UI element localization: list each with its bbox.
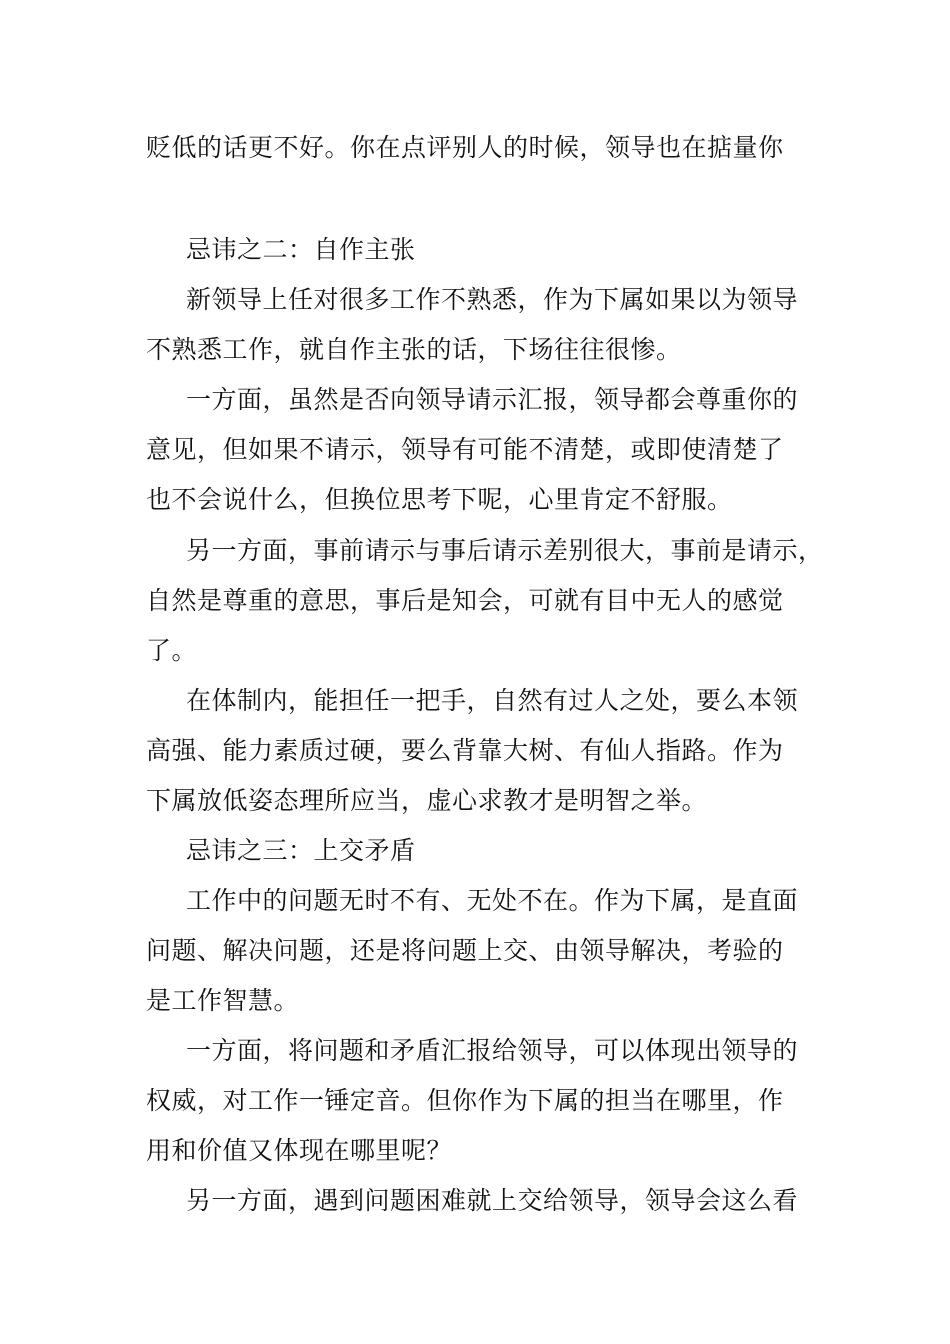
- text-line: 一方面，将问题和矛盾汇报给领导，可以体现出领导的: [186, 1036, 799, 1065]
- text-line: 也不会说什么，但换位思考下呢，心里肯定不舒服。: [146, 485, 733, 514]
- text-line: 自然是尊重的意思，事后是知会，可就有目中无人的感觉: [146, 586, 784, 615]
- text-line: 高强、能力素质过硬，要么背靠大树、有仙人指路。作为: [146, 736, 784, 765]
- section-heading: 忌讳之二：自作主张: [186, 235, 416, 264]
- text-line: 问题、解决问题，还是将问题上交、由领导解决，考验的: [146, 936, 784, 965]
- text-line: 在体制内，能担任一把手，自然有过人之处，要么本领: [186, 686, 799, 715]
- text-line: 权威，对工作一锤定音。但你作为下属的担当在哪里，作: [146, 1086, 784, 1115]
- text-line: 新领导上任对很多工作不熟悉，作为下属如果以为领导: [186, 285, 799, 314]
- text-line: 下属放低姿态理所应当，虚心求教才是明智之举。: [146, 786, 708, 815]
- text-line: 了。: [146, 636, 198, 665]
- text-line: 另一方面，遇到问题困难就上交给领导，领导会这么看: [186, 1186, 799, 1215]
- text-line: 一方面，虽然是否向领导请示汇报，领导都会尊重你的: [186, 385, 799, 414]
- section-heading: 忌讳之三：上交矛盾: [186, 836, 416, 865]
- text-line: 是工作智慧。: [146, 986, 300, 1015]
- text-line: 另一方面，事前请示与事后请示差别很大，事前是请示，: [186, 536, 824, 565]
- text-line: 用和价值又体现在哪里呢？: [146, 1136, 453, 1165]
- text-line: 工作中的问题无时不有、无处不在。作为下属，是直面: [186, 886, 799, 915]
- text-line: 不熟悉工作，就自作主张的话，下场往往很惨。: [146, 335, 682, 364]
- text-line: 意见，但如果不请示，领导有可能不清楚，或即使清楚了: [146, 435, 784, 464]
- text-line: 贬低的话更不好。你在点评别人的时候，领导也在掂量你: [146, 133, 784, 162]
